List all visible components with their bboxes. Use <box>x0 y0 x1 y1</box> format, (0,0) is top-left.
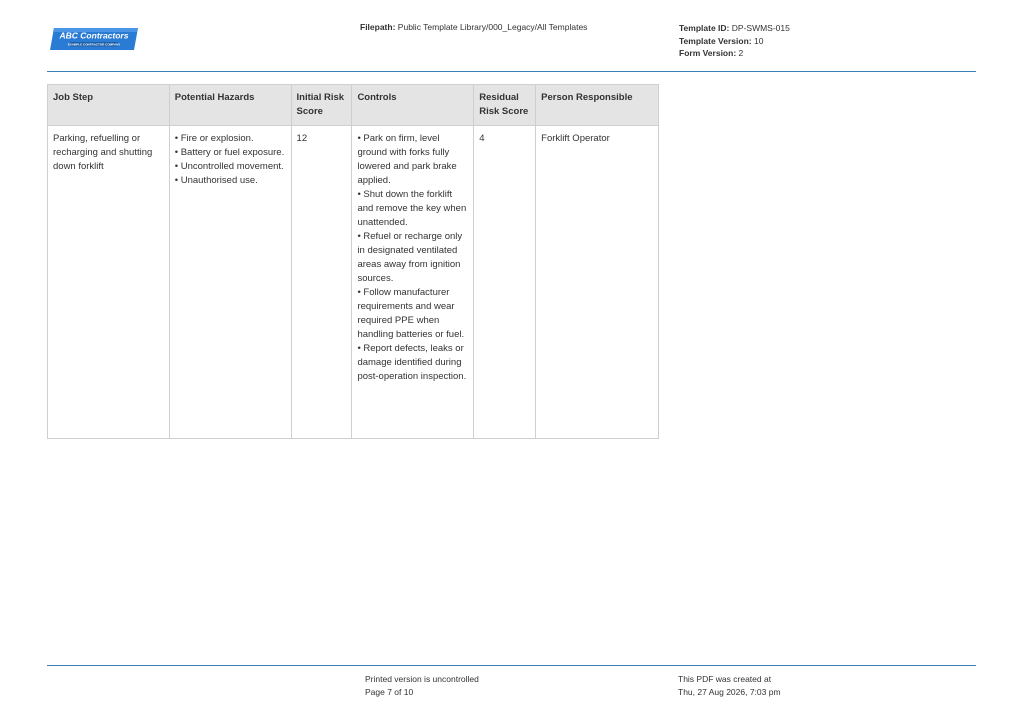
logo-text: ABC Contractors <box>59 30 129 41</box>
cell-person-responsible: Forklift Operator <box>536 126 659 439</box>
template-version-line <box>679 35 790 48</box>
header-initial-risk-score: Initial Risk Score <box>291 85 352 126</box>
created-date: Thu, 27 Aug 2026, 7:03 pm <box>678 686 781 697</box>
control-item: • Follow manufacturer requirements and wear required PPE when handling batteries or fuel. <box>357 287 465 340</box>
control-item: • Refuel or recharge only in designated ventilated areas away from ignition sources. <box>357 231 463 284</box>
filepath-label: Filepath: <box>360 22 396 32</box>
header-controls: Controls <box>352 85 474 126</box>
hazard-item: • Battery or fuel exposure. <box>174 147 285 158</box>
template-id-value: DP-SWMS-015 <box>731 23 790 33</box>
template-info <box>679 22 790 60</box>
cell-job-step: Parking, refuelling or recharging and shutting down forklift <box>48 126 170 439</box>
filepath <box>360 22 587 32</box>
table-row <box>48 126 659 439</box>
page-number: Page 7 of 10 <box>365 686 414 697</box>
template-id-label: Template ID: <box>679 23 730 33</box>
cell-potential-hazards <box>169 126 291 439</box>
template-version-label: Template Version: <box>679 35 752 46</box>
control-item: • Report defects, leaks or damage identified during post-operation inspection. <box>357 343 467 382</box>
cell-controls <box>352 126 474 439</box>
table-header-row <box>48 85 659 126</box>
form-version-label: Form Version: <box>679 48 737 58</box>
footer-right <box>678 673 781 698</box>
cell-residual-risk-score: 4 <box>474 126 536 439</box>
form-version-line <box>679 47 790 60</box>
footer-left <box>365 673 479 698</box>
form-version-value: 2 <box>738 48 744 58</box>
company-logo <box>48 26 140 52</box>
logo-subtext: EXAMPLE CONTRACTOR COMPANY <box>67 42 121 47</box>
header-divider <box>47 71 976 72</box>
filepath-value: Public Template Library/000_Legacy/All Templates <box>397 22 588 32</box>
hazard-item: • Uncontrolled movement. <box>174 161 284 172</box>
swms-table <box>47 84 659 439</box>
footer-divider <box>47 665 976 666</box>
hazard-item: • Unauthorised use. <box>174 175 258 186</box>
cell-initial-risk-score: 12 <box>291 126 352 439</box>
header-job-step: Job Step <box>48 85 170 126</box>
template-version-value: 10 <box>753 35 764 46</box>
template-id-line <box>679 22 790 35</box>
control-item: • Shut down the forklift and remove the key when unattended. <box>357 189 467 228</box>
header-residual-risk-score: Residual Risk Score <box>474 85 536 126</box>
header-person-responsible: Person Responsible <box>536 85 659 126</box>
header-potential-hazards: Potential Hazards <box>169 85 291 126</box>
control-item: • Park on firm, level ground with forks fully lowered and park brake applied. <box>357 133 457 186</box>
uncontrolled-note: Printed version is uncontrolled <box>365 674 479 684</box>
created-label: This PDF was created at <box>678 674 772 684</box>
hazard-item: • Fire or explosion. <box>174 133 254 144</box>
